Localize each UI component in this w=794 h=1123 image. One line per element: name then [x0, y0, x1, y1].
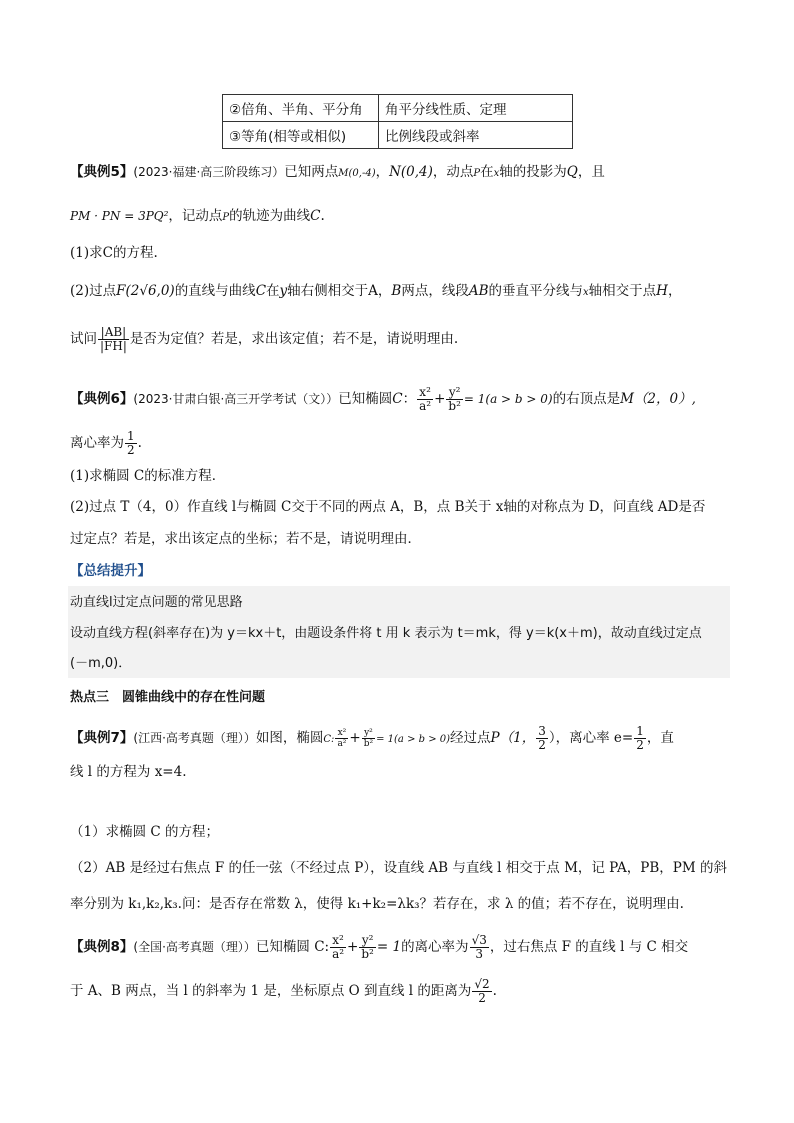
summary-body-line2: (－m,0)． [70, 656, 132, 671]
text: 的右顶点是 [552, 391, 621, 407]
math-point-p: P（1， [490, 730, 536, 746]
example6-line2 [70, 430, 730, 457]
example5-line2: PM · PN = 3PQ²，记动点P的轨迹为曲线C. [70, 208, 325, 224]
fraction-denominator: |FH| [100, 339, 127, 353]
fraction-numerator: |AB| [98, 326, 129, 340]
math-var: x [583, 287, 589, 298]
text: + [347, 939, 359, 955]
example6-line1: 【典例6】(2023·甘肃白银·高三开学考试（文））已知椭圆C： $\frac{\text{x²}}{\text{a²}}$ + $\frac{\text{y²}}{\text{b²}}$ = 1(a > b > 0)的右顶点是M（2，0）, [70, 385, 696, 413]
text: . [492, 983, 497, 999]
fraction-denominator: 2 [636, 738, 644, 752]
math-var: C [392, 391, 403, 407]
fraction-numerator: y² [359, 934, 376, 948]
fraction [335, 728, 348, 749]
example6-q1: (1)求椭圆 C的标准方程． [70, 468, 226, 484]
table-cell-tool: 角平分线性质、定理 [379, 95, 573, 122]
text: 的直线与曲线 [174, 283, 256, 299]
text: 试问 [70, 331, 97, 347]
math-var: y [279, 283, 288, 299]
fraction-numerator: 1 [636, 724, 644, 738]
math-var: AB [468, 283, 489, 299]
fraction-denominator: b² [361, 947, 374, 961]
fraction [472, 978, 491, 1005]
math-var: Q [566, 164, 578, 180]
example7-line2: 线 l 的方程为 x=4. [70, 764, 187, 780]
fraction-numerator: x² [330, 934, 346, 948]
math-point-f: F(2√6,0) [116, 283, 175, 299]
fraction [446, 386, 463, 413]
method-table [222, 94, 573, 149]
fraction [125, 430, 137, 457]
fraction-numerator: x² [335, 728, 348, 739]
text: 轴右侧相交于A， [287, 283, 392, 299]
summary-header: 【总结提升】 [70, 563, 151, 579]
summary-body-line1: 设动直线方程(斜率存在)为 y＝kx＋t，由题设条件将 t 用 k 表示为 t＝mk，得 y＝k(x＋m)，故动直线过定点 [70, 626, 702, 641]
table-row [223, 95, 573, 122]
fraction-denominator: 2 [538, 738, 546, 752]
fraction-ab-fh [98, 326, 129, 353]
example7-q3: 率分别为 k₁,k₂,k₃.问：是否存在常数 λ，使得 k₁+k₂=λk₃？若存在，求 λ 的值；若不存在，说明理由. [70, 896, 684, 912]
example5-q1: (1)求C的方程. [70, 245, 158, 261]
math-point-n: N(0,4) [389, 164, 433, 180]
example8-line1 [70, 934, 730, 961]
text: (2)过点 [70, 283, 117, 299]
fraction-denominator: a² [332, 947, 345, 961]
text: 在 [266, 283, 280, 299]
fraction-denominator: a² [419, 399, 432, 413]
text: ， [375, 164, 390, 180]
text: 轴的投影为 [499, 164, 567, 180]
fraction-numerator: 3 [538, 724, 546, 738]
example5-q3 [70, 326, 730, 353]
example6-q3: 过定点？若是，求出该定点的坐标；若不是，请说明理由． [70, 531, 421, 547]
example-source: (江西·高考真题（理）） [133, 731, 256, 745]
example7-q1: （1）求椭圆 C 的方程； [70, 824, 220, 840]
text: 经过点 [450, 730, 491, 746]
text: 的轨迹为曲线 [229, 208, 311, 224]
math-var: C [310, 208, 321, 224]
table-cell-tool: 比例线段或斜率 [379, 122, 573, 149]
fraction [417, 386, 433, 413]
text: ），离心率 e= [548, 730, 634, 746]
fraction-denominator: b² [448, 399, 461, 413]
text: 两点，线段 [401, 283, 469, 299]
math-point-m: M(0,-4) [338, 168, 376, 179]
example-source: (2023·福建·高三阶段练习） [133, 165, 285, 179]
math-var: C [255, 283, 267, 299]
math-var: B [391, 283, 402, 299]
example6-q2: (2)过点 T（4，0）作直线 l与椭圆 C交于不同的两点 A，B，点 B关于 x轴的对称点为 D，问直线 AD是否 [70, 499, 706, 515]
text: 已知两点 [284, 164, 339, 180]
math-var: P [222, 212, 230, 223]
summary-title: 动直线l过定点问题的常见思路 [70, 595, 243, 610]
table-row [223, 122, 573, 149]
math-expression: = 1(a > b > 0) [463, 392, 553, 406]
fraction-numerator: y² [362, 728, 375, 739]
text: . [137, 435, 142, 451]
text: + [434, 391, 446, 407]
text: 离心率为 [70, 435, 124, 451]
text: 在 [480, 164, 494, 180]
text: 的垂直平分线与 [488, 283, 584, 299]
math-point-m: M（2，0）, [620, 391, 696, 407]
math-expression: = 1 [376, 939, 402, 955]
fraction-numerator: √2 [474, 977, 490, 991]
fraction-numerator: √3 [471, 933, 487, 947]
text: ，直 [646, 730, 674, 746]
example-tag: 【典例5】 [70, 164, 134, 180]
math-vector-formula: PM · PN = 3PQ² [70, 209, 169, 223]
fraction-denominator: a² [337, 739, 347, 749]
text: 于 A、B 两点，当 l 的斜率为 1 是，坐标原点 O 到直线 l 的距离为 [70, 983, 472, 999]
example-tag: 【典例8】 [70, 939, 134, 955]
example7-q2: （2）AB 是经过右焦点 F 的任一弦（不经过点 P），设直线 AB 与直线 l 相交于点 M，记 PA，PB，PM 的斜 [70, 860, 727, 876]
text: 已知椭圆 C: [255, 939, 330, 955]
example-source: (2023·甘肃白银·高三开学考试（文）） [133, 392, 339, 406]
example-tag: 【典例6】 [70, 391, 134, 407]
text: ，记动点 [168, 208, 223, 224]
text: ，过右焦点 F 的直线 l 与 C 相交 [489, 939, 689, 955]
text: 已知椭圆 [338, 391, 393, 407]
math-var: C: [323, 734, 335, 745]
example5-q2 [70, 281, 730, 303]
fraction [330, 934, 346, 961]
text: 轴相交于点 [588, 283, 657, 299]
example5-line1 [70, 162, 730, 184]
fraction-denominator: 3 [475, 947, 484, 961]
fraction-numerator: 1 [127, 429, 135, 443]
math-var: H [656, 283, 668, 299]
fraction [359, 934, 376, 961]
table-cell-method: ③等角(相等或相似) [223, 122, 379, 149]
section-heading: 热点三 圆锥曲线中的存在性问题 [70, 690, 266, 705]
text: ， [667, 283, 682, 299]
math-expression: = 1(a > b > 0) [376, 734, 451, 745]
text: ，动点 [432, 164, 474, 180]
fraction-numerator: x² [417, 386, 433, 400]
example-tag: 【典例7】 [70, 730, 134, 746]
text: 是否为定值？若是，求出该定值；若不是，请说明理由. [129, 331, 459, 347]
fraction [634, 725, 646, 752]
fraction-numerator: y² [446, 386, 463, 400]
math-var: x [493, 168, 500, 179]
fraction [362, 728, 375, 749]
text: + [349, 730, 361, 746]
example8-line2 [70, 978, 730, 1005]
text: 的离心率为 [401, 939, 469, 955]
fraction [536, 725, 548, 752]
text: 如图，椭圆 [255, 730, 324, 746]
math-var: P [473, 168, 481, 179]
text: ，且 [577, 164, 605, 180]
fraction-denominator: 2 [127, 443, 135, 457]
example-source: (全国·高考真题（理）） [133, 940, 256, 954]
fraction-denominator: 2 [478, 991, 486, 1005]
example7-line1 [70, 725, 730, 752]
table-cell-method: ②倍角、半角、平分角 [223, 95, 379, 122]
fraction-denominator: b² [363, 739, 374, 749]
fraction [470, 934, 489, 961]
